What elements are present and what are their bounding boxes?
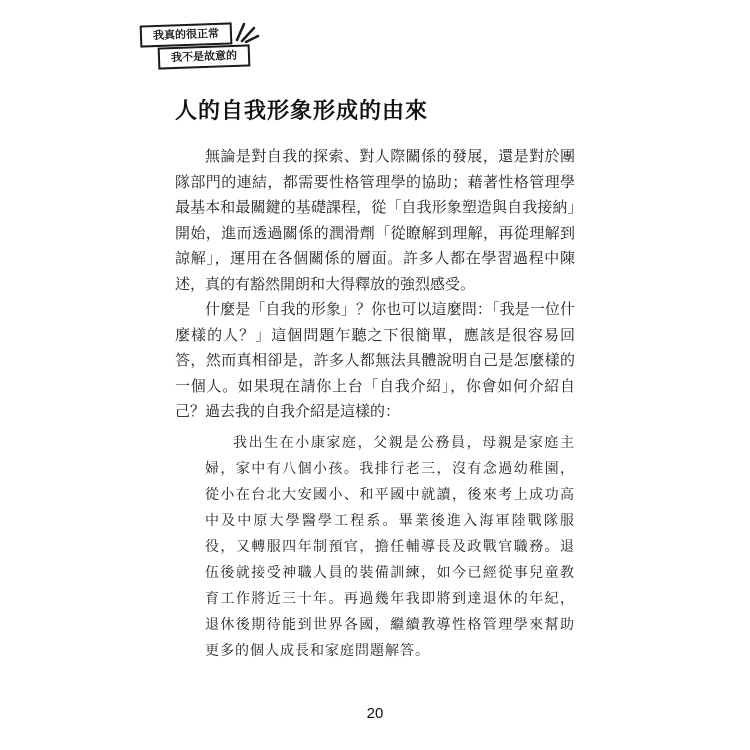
badge-label-bottom: 我不是故意的 <box>158 44 251 69</box>
section-title: 人的自我形象形成的由來 <box>175 98 429 124</box>
page-number: 20 <box>366 705 384 722</box>
spark-lines-icon <box>234 18 260 44</box>
quote-paragraph: 我出生在小康家庭，父親是公務員，母親是家庭主婦，家中有八個小孩。我排行老三，沒有念過幼稚園，從小在台北大安國小、和平國中就讀，後來考上成功高中及中原大學醫學工程系。畢業後進入海軍陸戰隊服役，又轉服四年制預官，擔任輔導長及政戰官職務。退伍後就接受神職人員的裝備訓練，如今已經從事兒童教育工作將近三十年。再過幾年我即將到達退休的年紀，退休後期待能到世界各國，繼續教導性格管理學來幫助更多的個人成長和家庭問題解答。 <box>205 435 575 659</box>
paragraph: 什麼是「自我的形象」？你也可以這麼問：「我是一位什麼樣的人？」這個問題乍聽之下很簡單，應該是很容易回答，然而真相卻是，許多人都無法具體說明自己是怎麼樣的一個人。如果現在請你上台「自我介紹」，你會如何介紹自己？過去我的自我介紹是這樣的： <box>175 300 575 420</box>
paragraph: 無論是對自我的探索、對人際關係的發展，還是對於團隊部門的連結，都需要性格管理學的協助；藉著性格管理學最基本和最關鍵的基礎課程，從「自我形象塑造與自我接納」開始，進而透過關係的潤滑劑「從瞭解到理解，再從理解到諒解」，運用在各個關係的層面。許多人都在學習過程中陳述，真的有豁然開朗和大得釋放的強烈感受。 <box>175 147 575 293</box>
body-text <box>175 144 575 425</box>
header-badge <box>140 16 260 74</box>
badge-label-top: 我真的很正常 <box>140 22 233 47</box>
quoted-self-introduction <box>205 430 575 664</box>
